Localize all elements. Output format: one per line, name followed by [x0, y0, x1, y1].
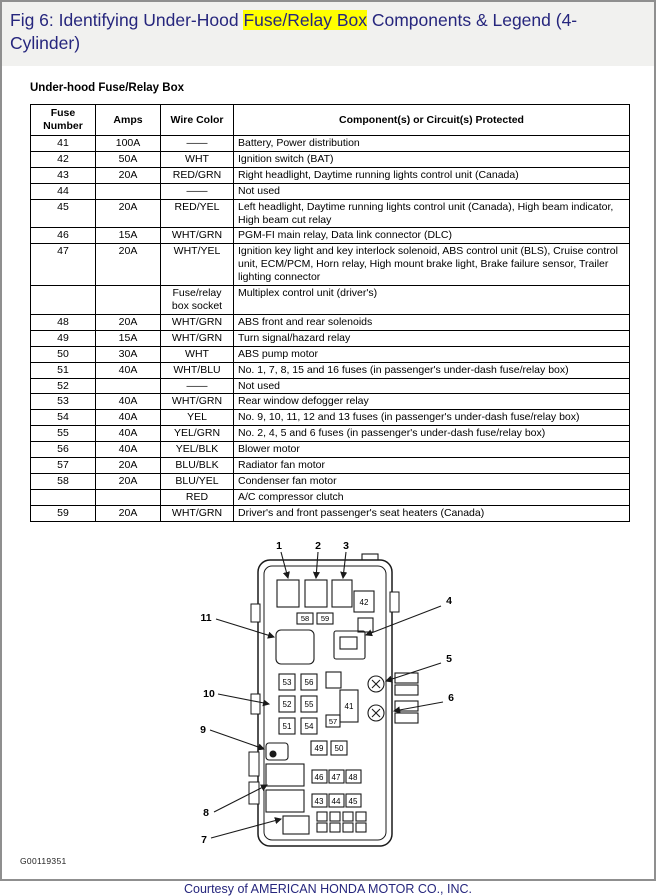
cell-component: Rear window defogger relay: [234, 394, 630, 410]
cell-amps: 40A: [96, 362, 161, 378]
cell-wire: Fuse/relay box socket: [161, 286, 234, 315]
cell-component: No. 2, 4, 5 and 6 fuses (in passenger's under-dash fuse/relay box): [234, 426, 630, 442]
cell-wire: WHT/GRN: [161, 330, 234, 346]
left-tab-2: [251, 694, 260, 714]
cell-amps: 20A: [96, 505, 161, 521]
table-row: [31, 473, 630, 489]
cell-fuse: 44: [31, 183, 96, 199]
cell-wire: WHT: [161, 151, 234, 167]
component-callout-9-dot: [270, 751, 276, 757]
cell-wire: ——: [161, 183, 234, 199]
cell-fuse: 47: [31, 244, 96, 286]
cell-amps: 15A: [96, 330, 161, 346]
cell-amps: [96, 286, 161, 315]
cell-wire: WHT/GRN: [161, 394, 234, 410]
table-row: [31, 410, 630, 426]
table-row: [31, 458, 630, 474]
slot-label-56: 56: [304, 677, 314, 687]
cell-fuse: 54: [31, 410, 96, 426]
table-row: [31, 489, 630, 505]
slot-label-44: 44: [331, 796, 341, 806]
cell-component: Left headlight, Daytime running lights control unit (Canada), High beam indicator, High beam cut relay: [234, 199, 630, 228]
fuse-table: [30, 104, 630, 521]
cell-component: Not used: [234, 183, 630, 199]
fuse-box-diagram: [2, 534, 658, 856]
cell-component: Right headlight, Daytime running lights control unit (Canada): [234, 167, 630, 183]
cell-wire: WHT/YEL: [161, 244, 234, 286]
callout-8: 8: [203, 806, 209, 819]
slot-label-58: 58: [300, 613, 310, 623]
table-row: [31, 228, 630, 244]
cell-fuse: [31, 286, 96, 315]
slot-label-49: 49: [314, 743, 324, 753]
cell-fuse: 43: [31, 167, 96, 183]
left-tab-3: [249, 752, 259, 776]
cell-fuse: 50: [31, 346, 96, 362]
cell-amps: [96, 489, 161, 505]
header-fuse-number: Fuse Number: [31, 105, 96, 136]
slot-label-48: 48: [348, 772, 358, 782]
header-component: Component(s) or Circuit(s) Protected: [234, 105, 630, 136]
cell-wire: BLU/BLK: [161, 458, 234, 474]
cell-fuse: 56: [31, 442, 96, 458]
cell-fuse: 51: [31, 362, 96, 378]
cell-wire: RED/YEL: [161, 199, 234, 228]
slot-label-47: 47: [331, 772, 341, 782]
cell-component: Ignition key light and key interlock solenoid, ABS control unit (BLS), Cruise control unit, ECM/PCM, Horn relay, High mount brake light, Brake failure sensor, Trailer lighting connector: [234, 244, 630, 286]
cell-wire: YEL: [161, 410, 234, 426]
slot-label-54: 54: [304, 721, 314, 731]
callout-2: 2: [315, 539, 321, 552]
connector-lug-2: [395, 685, 418, 695]
cell-amps: 20A: [96, 458, 161, 474]
callout-11: 11: [200, 611, 212, 624]
graphic-code: G00119351: [20, 855, 67, 866]
callout-4: 4: [446, 594, 452, 607]
table-row: [31, 244, 630, 286]
cell-amps: 15A: [96, 228, 161, 244]
cell-amps: 40A: [96, 410, 161, 426]
cell-fuse: 41: [31, 136, 96, 152]
table-row: [31, 167, 630, 183]
cell-fuse: 55: [31, 426, 96, 442]
figure-title-post: Components & Legend (4-Cylinder): [10, 10, 578, 54]
callout-7: 7: [201, 833, 207, 846]
cell-component: Blower motor: [234, 442, 630, 458]
left-tab-1: [251, 604, 260, 622]
cell-component: Battery, Power distribution: [234, 136, 630, 152]
slot-label-50: 50: [334, 743, 344, 753]
section-heading: Under-hood Fuse/Relay Box: [30, 82, 184, 95]
table-row: [31, 394, 630, 410]
table-row: [31, 378, 630, 394]
cell-component: No. 9, 10, 11, 12 and 13 fuses (in passenger's under-dash fuse/relay box): [234, 410, 630, 426]
table-row: [31, 183, 630, 199]
table-row: [31, 286, 630, 315]
slot-label-43: 43: [314, 796, 324, 806]
cell-component: No. 1, 7, 8, 15 and 16 fuses (in passenger's under-dash fuse/relay box): [234, 362, 630, 378]
slot-label-51: 51: [282, 721, 292, 731]
cell-fuse: [31, 489, 96, 505]
cell-component: ABS pump motor: [234, 346, 630, 362]
cell-wire: BLU/YEL: [161, 473, 234, 489]
cell-component: Condenser fan motor: [234, 473, 630, 489]
figure-title-pre: Fig 6: Identifying Under-Hood: [10, 10, 244, 30]
table-row: [31, 199, 630, 228]
slot-label-52: 52: [282, 699, 292, 709]
cell-amps: 20A: [96, 314, 161, 330]
cell-amps: 20A: [96, 167, 161, 183]
cell-component: Ignition switch (BAT): [234, 151, 630, 167]
connector-lug-3: [395, 701, 418, 711]
callout-9: 9: [200, 723, 206, 736]
outer-case: [258, 560, 392, 846]
cell-fuse: 48: [31, 314, 96, 330]
page-content: [2, 66, 654, 521]
slot-label-57: 57: [328, 716, 338, 726]
slot-label-55: 55: [304, 699, 314, 709]
table-row: [31, 136, 630, 152]
cell-component: Driver's and front passenger's seat heaters (Canada): [234, 505, 630, 521]
cell-amps: 40A: [96, 442, 161, 458]
cell-fuse: 46: [31, 228, 96, 244]
cell-fuse: 59: [31, 505, 96, 521]
cell-component: Multiplex control unit (driver's): [234, 286, 630, 315]
cell-amps: 20A: [96, 244, 161, 286]
cell-amps: 40A: [96, 426, 161, 442]
table-row: [31, 505, 630, 521]
table-row: [31, 330, 630, 346]
connector-lug-4: [395, 713, 418, 723]
cell-component: Radiator fan motor: [234, 458, 630, 474]
cell-fuse: 52: [31, 378, 96, 394]
courtesy-line: Courtesy of AMERICAN HONDA MOTOR CO., INC.: [183, 881, 472, 896]
cell-component: Not used: [234, 378, 630, 394]
cell-amps: 40A: [96, 394, 161, 410]
cell-wire: YEL/BLK: [161, 442, 234, 458]
cell-component: ABS front and rear solenoids: [234, 314, 630, 330]
right-tab-1: [390, 592, 399, 612]
diagram-wrap: [2, 534, 654, 866]
cell-amps: 30A: [96, 346, 161, 362]
slot-label-59: 59: [320, 613, 330, 623]
header-amps: Amps: [96, 105, 161, 136]
cell-fuse: 49: [31, 330, 96, 346]
table-row: [31, 442, 630, 458]
cell-wire: ——: [161, 378, 234, 394]
fuse-table-body: [31, 136, 630, 522]
callout-10: 10: [203, 687, 215, 700]
callout-6: 6: [448, 691, 454, 704]
cell-wire: RED: [161, 489, 234, 505]
cell-wire: ——: [161, 136, 234, 152]
cell-wire: WHT/GRN: [161, 505, 234, 521]
callout-5: 5: [446, 652, 452, 665]
cell-amps: [96, 183, 161, 199]
table-row: [31, 426, 630, 442]
cell-fuse: 42: [31, 151, 96, 167]
cell-amps: 20A: [96, 473, 161, 489]
fuse-box-outline: [249, 554, 399, 846]
cell-fuse: 45: [31, 199, 96, 228]
figure-title-highlight: Fuse/Relay Box: [243, 10, 367, 30]
cell-component: PGM-FI main relay, Data link connector (DLC): [234, 228, 630, 244]
cell-amps: 20A: [96, 199, 161, 228]
cell-fuse: 57: [31, 458, 96, 474]
table-row: [31, 151, 630, 167]
cell-component: Turn signal/hazard relay: [234, 330, 630, 346]
table-row: [31, 346, 630, 362]
cell-amps: [96, 378, 161, 394]
cell-wire: WHT/BLU: [161, 362, 234, 378]
cell-wire: WHT/GRN: [161, 228, 234, 244]
slot-label-53: 53: [282, 677, 292, 687]
cell-fuse: 58: [31, 473, 96, 489]
cell-amps: 100A: [96, 136, 161, 152]
cell-wire: RED/GRN: [161, 167, 234, 183]
cell-wire: WHT: [161, 346, 234, 362]
cell-component: A/C compressor clutch: [234, 489, 630, 505]
cell-wire: WHT/GRN: [161, 314, 234, 330]
table-header-row: [31, 105, 630, 136]
cell-wire: YEL/GRN: [161, 426, 234, 442]
cell-amps: 50A: [96, 151, 161, 167]
slot-label-45: 45: [348, 796, 358, 806]
table-row: [31, 314, 630, 330]
table-row: [31, 362, 630, 378]
slot-label-46: 46: [314, 772, 324, 782]
slot-label-42: 42: [359, 597, 369, 607]
cell-fuse: 53: [31, 394, 96, 410]
callout-3: 3: [343, 539, 349, 552]
figure-title: [2, 2, 654, 66]
header-wire-color: Wire Color: [161, 105, 234, 136]
callout-1: 1: [276, 539, 282, 552]
slot-label-41: 41: [344, 701, 354, 711]
